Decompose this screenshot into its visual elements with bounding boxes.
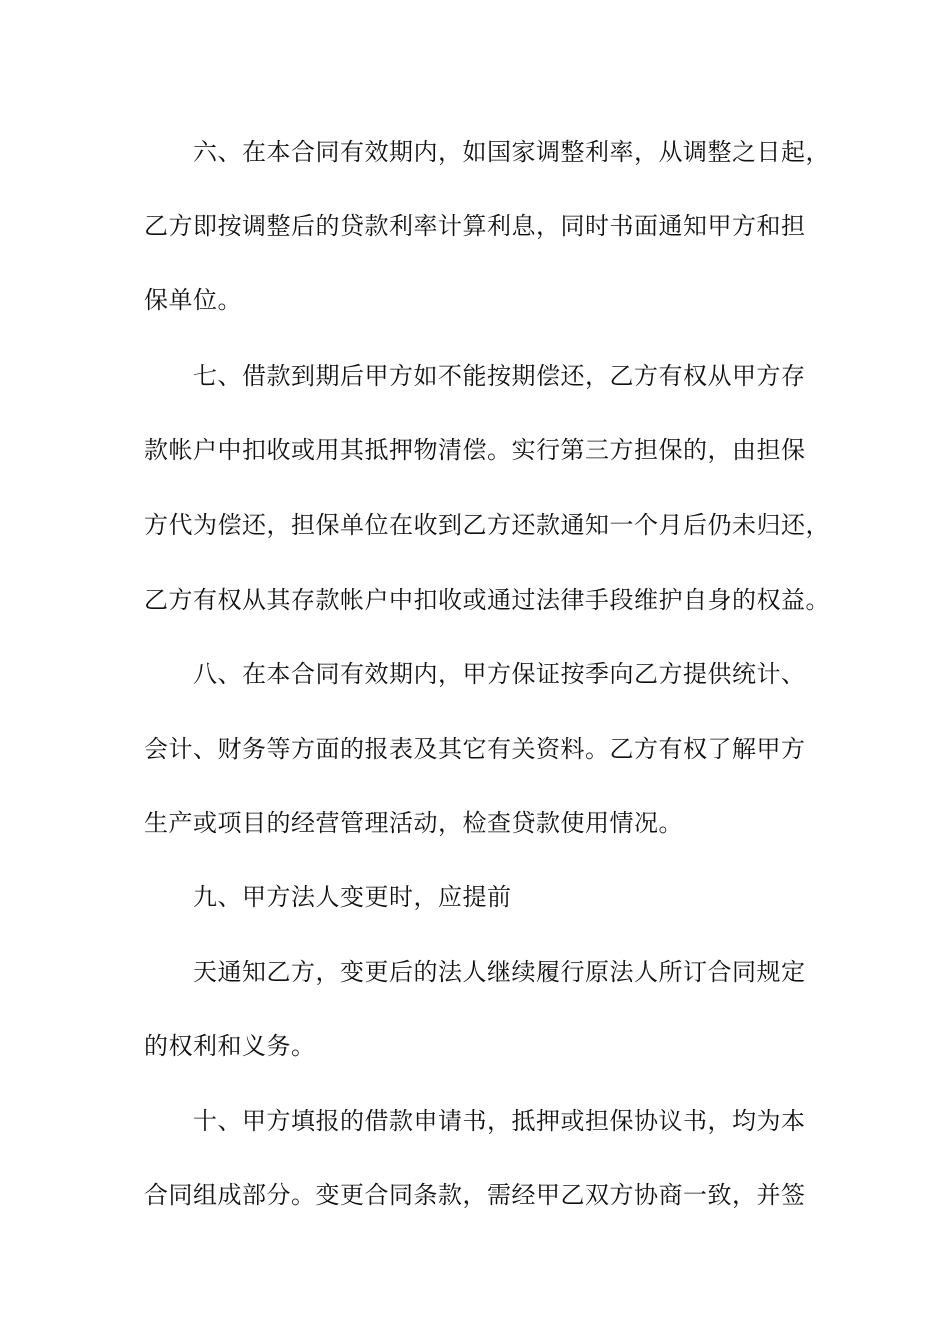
clause-10-line-2: 合同组成部分。变更合同条款，需经甲乙双方协商一致，并签 [144, 1181, 806, 1209]
clause-6-line-3: 保单位。 [144, 286, 242, 314]
clause-10-line-1: 十、甲方填报的借款申请书，抵押或担保协议书，均为本 [193, 1107, 806, 1135]
clause-8-line-1: 八、在本合同有效期内，甲方保证按季向乙方提供统计、 [193, 660, 806, 688]
clause-7-line-1: 七、借款到期后甲方如不能按期偿还，乙方有权从甲方存 [193, 362, 806, 390]
clause-8-line-2: 会计、财务等方面的报表及其它有关资料。乙方有权了解甲方 [144, 735, 806, 763]
clause-8-line-3: 生产或项目的经营管理活动，检查贷款使用情况。 [144, 809, 683, 837]
clause-6-line-2: 乙方即按调整后的贷款利率计算利息，同时书面通知甲方和担 [144, 212, 806, 240]
clause-9-line-3: 的权利和义务。 [144, 1032, 316, 1060]
clause-9-line-1: 九、甲方法人变更时，应提前 [193, 883, 512, 911]
clause-9-line-2: 天通知乙方，变更后的法人继续履行原法人所订合同规定 [193, 958, 806, 986]
clause-6-line-1: 六、在本合同有效期内，如国家调整利率，从调整之日起， [193, 138, 830, 166]
clause-7-line-2: 款帐户中扣收或用其抵押物清偿。实行第三方担保的，由担保 [144, 436, 806, 464]
clause-7-line-4: 乙方有权从其存款帐户中扣收或通过法律手段维护自身的权益。 [144, 586, 830, 614]
clause-7-line-3: 方代为偿还，担保单位在收到乙方还款通知一个月后仍未归还， [144, 511, 830, 539]
